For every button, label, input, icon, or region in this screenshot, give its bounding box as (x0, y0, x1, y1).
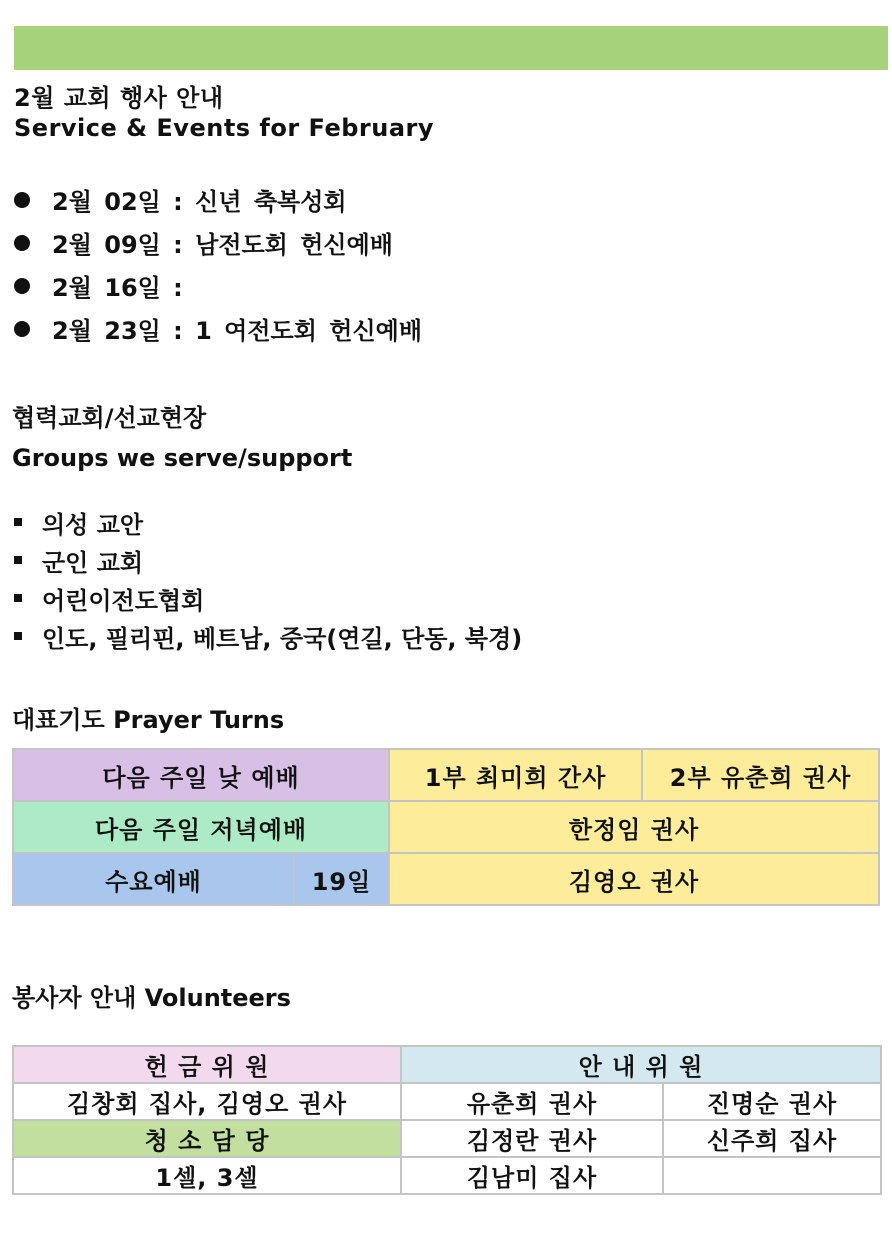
cleaning-value-cell: 1셀, 3셀 (13, 1157, 401, 1194)
volunteers-table (12, 1045, 882, 1195)
prayer-label-cell: 수요예배 (13, 853, 294, 905)
bullet-icon (14, 321, 30, 337)
list-item (12, 617, 522, 655)
prayer-name-cell: 2부 유춘희 권사 (642, 749, 879, 801)
list-item (12, 178, 422, 221)
prayer-label-cell: 다음 주일 낮 예배 (13, 749, 389, 801)
list-item (12, 541, 522, 579)
groups-list (12, 503, 522, 655)
usher-cell: 김남미 집사 (401, 1157, 663, 1194)
prayer-label-cell: 다음 주일 저녁예배 (13, 801, 389, 853)
table-row (13, 801, 879, 853)
prayer-name-cell: 한정임 권사 (389, 801, 879, 853)
prayer-name-cell: 김영오 권사 (389, 853, 879, 905)
group-text: 의성 교안 (42, 510, 144, 539)
usher-cell (663, 1157, 881, 1194)
bullet-icon (14, 556, 22, 564)
list-item (12, 307, 422, 350)
page-title-ko: 2월 교회 행사 안내 (14, 84, 224, 112)
table-row (13, 1120, 881, 1157)
bullet-icon (14, 632, 22, 640)
usher-cell: 신주희 집사 (663, 1120, 881, 1157)
events-list (12, 178, 422, 350)
group-text: 군인 교회 (42, 548, 144, 577)
prayer-day-cell: 19일 (294, 853, 389, 905)
event-text: 2월 02일 : 신년 축복성회 (52, 188, 347, 216)
event-text: 2월 09일 : 남전도회 헌신예배 (52, 231, 393, 259)
group-text: 인도, 필리핀, 베트남, 중국(연길, 단동, 북경) (42, 624, 523, 653)
table-row (13, 1083, 881, 1120)
prayer-table (12, 748, 880, 906)
usher-cell: 유춘희 권사 (401, 1083, 663, 1120)
bullet-icon (14, 594, 22, 602)
volunteers-title: 봉사자 안내 Volunteers (12, 984, 291, 1012)
table-row (13, 749, 879, 801)
event-text: 2월 16일 : (52, 274, 183, 302)
list-item (12, 221, 422, 264)
page-title-en: Service & Events for February (14, 114, 435, 142)
table-row (13, 1046, 881, 1083)
event-text: 2월 23일 : 1 여전도회 헌신예배 (52, 317, 423, 345)
bullet-icon (14, 192, 30, 208)
list-item (12, 264, 422, 307)
group-text: 어린이전도협회 (42, 586, 205, 615)
top-banner (14, 26, 888, 70)
groups-title-en: Groups we serve/support (12, 444, 353, 472)
offering-header-cell: 헌 금 위 원 (13, 1046, 401, 1083)
prayer-title: 대표기도 Prayer Turns (12, 706, 285, 734)
offering-members-cell: 김창회 집사, 김영오 권사 (13, 1083, 401, 1120)
table-row (13, 853, 879, 905)
bullet-icon (14, 518, 22, 526)
list-item (12, 503, 522, 541)
usher-header-cell: 안 내 위 원 (401, 1046, 881, 1083)
usher-cell: 김정란 권사 (401, 1120, 663, 1157)
groups-title-ko: 협력교회/선교현장 (12, 404, 207, 432)
usher-cell: 진명순 권사 (663, 1083, 881, 1120)
bullet-icon (14, 278, 30, 294)
table-row (13, 1157, 881, 1194)
list-item (12, 579, 522, 617)
prayer-name-cell: 1부 최미희 간사 (389, 749, 642, 801)
bullet-icon (14, 235, 30, 251)
cleaning-header-cell: 청 소 담 당 (13, 1120, 401, 1157)
